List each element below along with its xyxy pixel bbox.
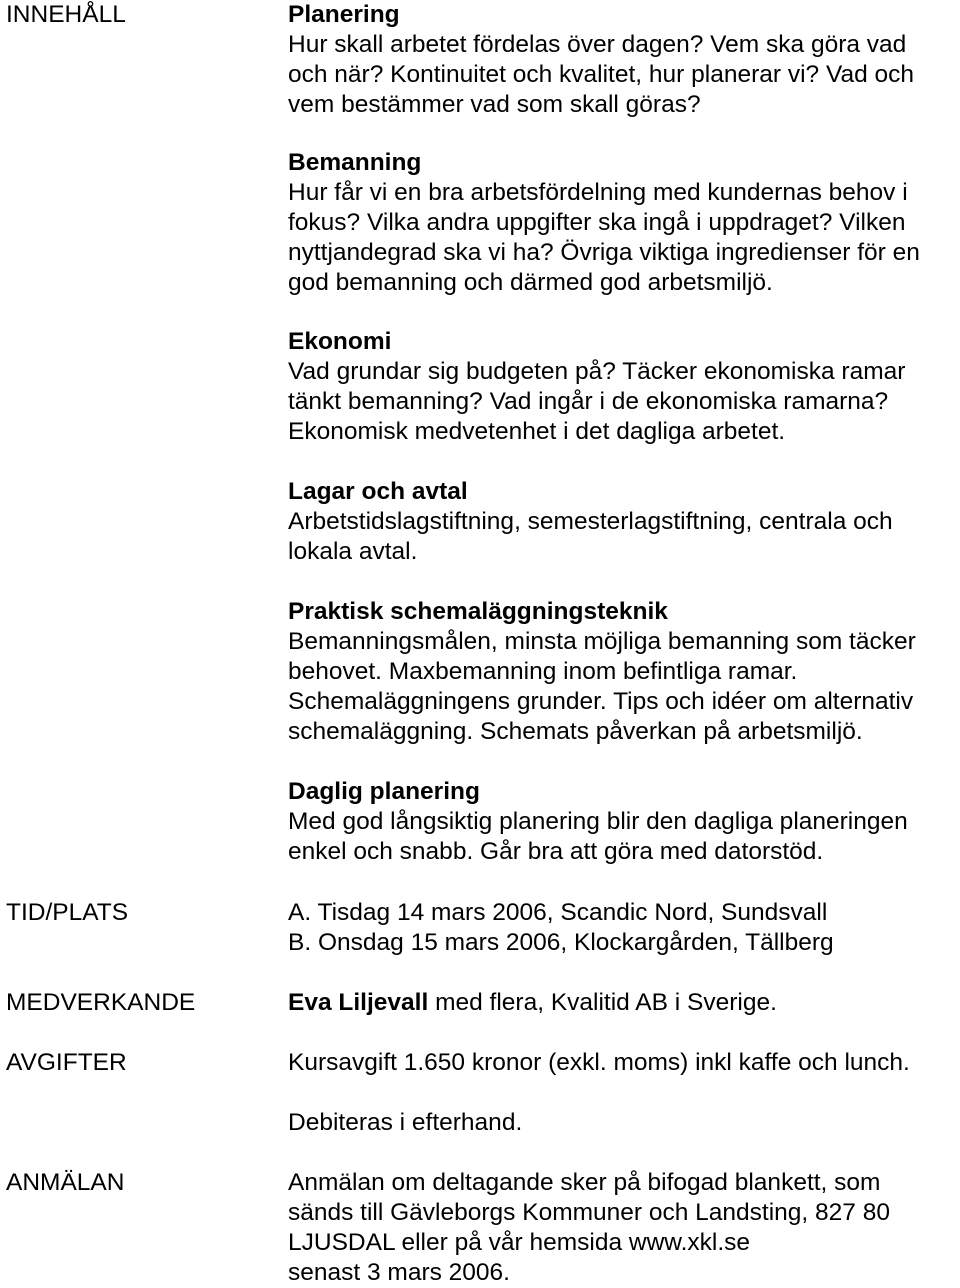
label-tid-plats: TID/PLATS [6, 899, 129, 926]
section-line: vem bestämmer vad som skall göras? [288, 91, 701, 118]
section-heading: Praktisk schemaläggningsteknik [288, 598, 668, 625]
tid-plats-line: A. Tisdag 14 mars 2006, Scandic Nord, Sundsvall [288, 899, 828, 926]
label-avgifter: AVGIFTER [6, 1049, 127, 1076]
section-bemanning [288, 148, 956, 298]
anmalan-line: sänds till Gävleborgs Kommuner och Landsting, 827 80 [288, 1199, 890, 1226]
medverkande-name: Eva Liljevall [288, 989, 429, 1016]
section-line: Schemaläggningens grunder. Tips och idéer om alternativ [288, 688, 914, 715]
section-line: och när? Kontinuitet och kvalitet, hur planerar vi? Vad och [288, 61, 915, 88]
section-line: lokala avtal. [288, 538, 418, 565]
section-planering [288, 0, 956, 120]
section-line: Ekonomisk medvetenhet i det dagliga arbetet. [288, 418, 786, 445]
section-line: Bemanningsmålen, minsta möjliga bemanning som täcker [288, 628, 916, 655]
label-innehall: INNEHÅLL [6, 1, 126, 28]
medverkande-rest: med flera, Kvalitid AB i Sverige. [428, 989, 777, 1016]
anmalan-line: senast 3 mars 2006. [288, 1259, 510, 1286]
contents-column [288, 0, 956, 867]
section-line: nyttjandegrad ska vi ha? Övriga viktiga ingredienser för en [288, 239, 920, 266]
avgifter-line: Kursavgift 1.650 kronor (exkl. moms) inkl kaffe och lunch. [288, 1049, 910, 1076]
avgifter-block [288, 1048, 956, 1138]
section-line: Hur får vi en bra arbetsfördelning med kundernas behov i [288, 179, 908, 206]
section-lagar-och-avtal [288, 477, 956, 567]
section-line: Arbetstidslagstiftning, semesterlagstiftning, centrala och [288, 508, 893, 535]
anmalan-line: LJUSDAL eller på vår hemsida www.xkl.se [288, 1229, 751, 1256]
label-anmalan: ANMÄLAN [6, 1169, 125, 1196]
section-ekonomi [288, 327, 956, 447]
section-line: Med god långsiktig planering blir den dagliga planeringen [288, 808, 908, 835]
section-daglig-planering [288, 777, 956, 867]
section-heading: Bemanning [288, 149, 422, 176]
section-heading: Ekonomi [288, 328, 392, 355]
section-line: behovet. Maxbemanning inom befintliga ramar. [288, 658, 798, 685]
section-line: Hur skall arbetet fördelas över dagen? Vem ska göra vad [288, 31, 907, 58]
label-medverkande: MEDVERKANDE [6, 989, 196, 1016]
section-heading: Daglig planering [288, 778, 480, 805]
medverkande-block [288, 988, 956, 1018]
anmalan-line: Anmälan om deltagande sker på bifogad blankett, som [288, 1169, 881, 1196]
section-line: god bemanning och därmed god arbetsmiljö. [288, 269, 773, 296]
tid-plats-block [288, 898, 956, 958]
section-heading: Planering [288, 1, 400, 28]
tid-plats-line: B. Onsdag 15 mars 2006, Klockargården, Tällberg [288, 929, 834, 956]
section-line: tänkt bemanning? Vad ingår i de ekonomiska ramarna? [288, 388, 889, 415]
section-line: enkel och snabb. Går bra att göra med datorstöd. [288, 838, 824, 865]
section-heading: Lagar och avtal [288, 478, 468, 505]
section-line: schemaläggning. Schemats påverkan på arbetsmiljö. [288, 718, 863, 745]
medverkande-line [288, 988, 956, 1018]
section-line: Vad grundar sig budgeten på? Täcker ekonomiska ramar [288, 358, 906, 385]
avgifter-line: Debiteras i efterhand. [288, 1109, 523, 1136]
anmalan-block [288, 1168, 956, 1288]
section-line: fokus? Vilka andra uppgifter ska ingå i uppdraget? Vilken [288, 209, 906, 236]
section-praktisk-schemalaggningsteknik [288, 597, 956, 747]
